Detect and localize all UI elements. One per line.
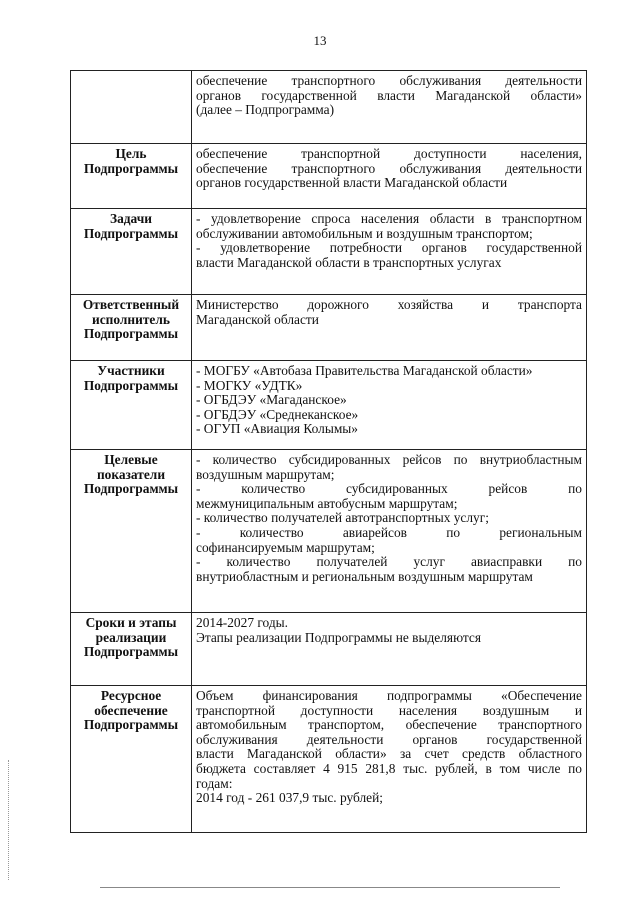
value-line: власти Магаданской области» за счет средств областного [196,746,582,762]
value-line: Этапы реализации Подпрограммы не выделяются [196,629,482,645]
passport-row [71,71,587,144]
value-line: Магаданской области [196,311,319,327]
value-line: - удовлетворение потребности органов государственной [196,240,582,256]
row-value [192,144,587,209]
value-line: бюджета составляет 4 915 281,8 тыс. рублей, в том числе по [196,760,582,776]
row-label: Ресурсное обеспечение Подпрограммы [71,685,192,832]
row-label: Целевые показатели Подпрограммы [71,449,192,612]
value-line: обеспечение транспортного обслуживания деятельности [196,73,582,88]
row-value [192,209,587,295]
value-line: власти Магаданской области в транспортных услугах [196,254,502,270]
value-line: органов государственной власти Магаданской области» [196,87,582,103]
value-line: органов государственной власти Магаданской области [196,175,508,191]
row-value [192,685,587,832]
row-value [192,71,587,144]
row-label: Ответственный исполнитель Подпрограммы [71,295,192,361]
row-value [192,612,587,685]
value-line: - ОГБДЭУ «Среднеканское» [196,406,359,422]
value-line: автомобильным транспортом, обеспечение транспортного [196,717,582,733]
row-label: Задачи Подпрограммы [71,209,192,295]
value-line: - ОГБДЭУ «Магаданское» [196,392,347,408]
subprogram-passport-table [70,70,587,833]
value-line: - количество получателей услуг авиасправки по [196,554,582,570]
value-line: (далее – Подпрограмма) [196,102,335,118]
page-number: 13 [313,33,327,48]
row-label: Цель Подпрограммы [71,144,192,209]
value-line: - количество авиарейсов по региональным [196,524,582,540]
row-label: Сроки и этапы реализации Подпрограммы [71,612,192,685]
passport-table-body [71,71,587,833]
row-value [192,295,587,361]
value-line: обеспечение транспортной доступности населения, [196,146,582,161]
value-line: обслуживании автомобильным и воздушным транспортом; [196,225,533,241]
row-value [192,361,587,450]
passport-row [71,209,587,295]
value-line: Министерство дорожного хозяйства и транспорта [196,297,582,312]
value-line: - МОГКУ «УДТК» [196,377,303,393]
passport-row [71,449,587,612]
value-line: - МОГБУ «Автобаза Правительства Магаданской области» [196,363,533,378]
value-line: внутриобластным и региональным воздушным маршрутам [196,568,533,584]
value-line: софинансируемым маршрутам; [196,539,375,555]
passport-row [71,685,587,832]
passport-row [71,361,587,450]
value-line: Объем финансирования подпрограммы «Обеспечение [196,687,582,703]
value-line: - количество получателей автотранспортных услуг; [196,510,489,526]
value-line: 2014-2027 годы. [196,614,288,630]
value-line: межмуниципальным автобусным маршрутам; [196,495,458,511]
value-line: - удовлетворение спроса населения области в транспортном [196,211,582,226]
footer-rule [100,887,560,888]
value-line: - количество субсидированных рейсов по [196,481,582,497]
value-line: воздушным маршрутам; [196,466,335,482]
value-line: - количество субсидированных рейсов по внутриобластным [196,451,582,467]
row-label: Участники Подпрограммы [71,361,192,450]
row-label [71,71,192,144]
value-line: обеспечение транспортного обслуживания деятельности [196,160,582,176]
row-value [192,449,587,612]
value-line: обслуживания деятельности органов государственной [196,731,582,747]
value-line: годам: [196,775,233,791]
margin-scan-marks [8,760,13,880]
passport-row [71,295,587,361]
value-line: 2014 год - 261 037,9 тыс. рублей; [196,790,383,806]
passport-row [71,612,587,685]
value-line: - ОГУП «Авиация Колымы» [196,421,358,437]
value-line: транспортной доступности населения воздушным и [196,702,582,718]
passport-row [71,144,587,209]
